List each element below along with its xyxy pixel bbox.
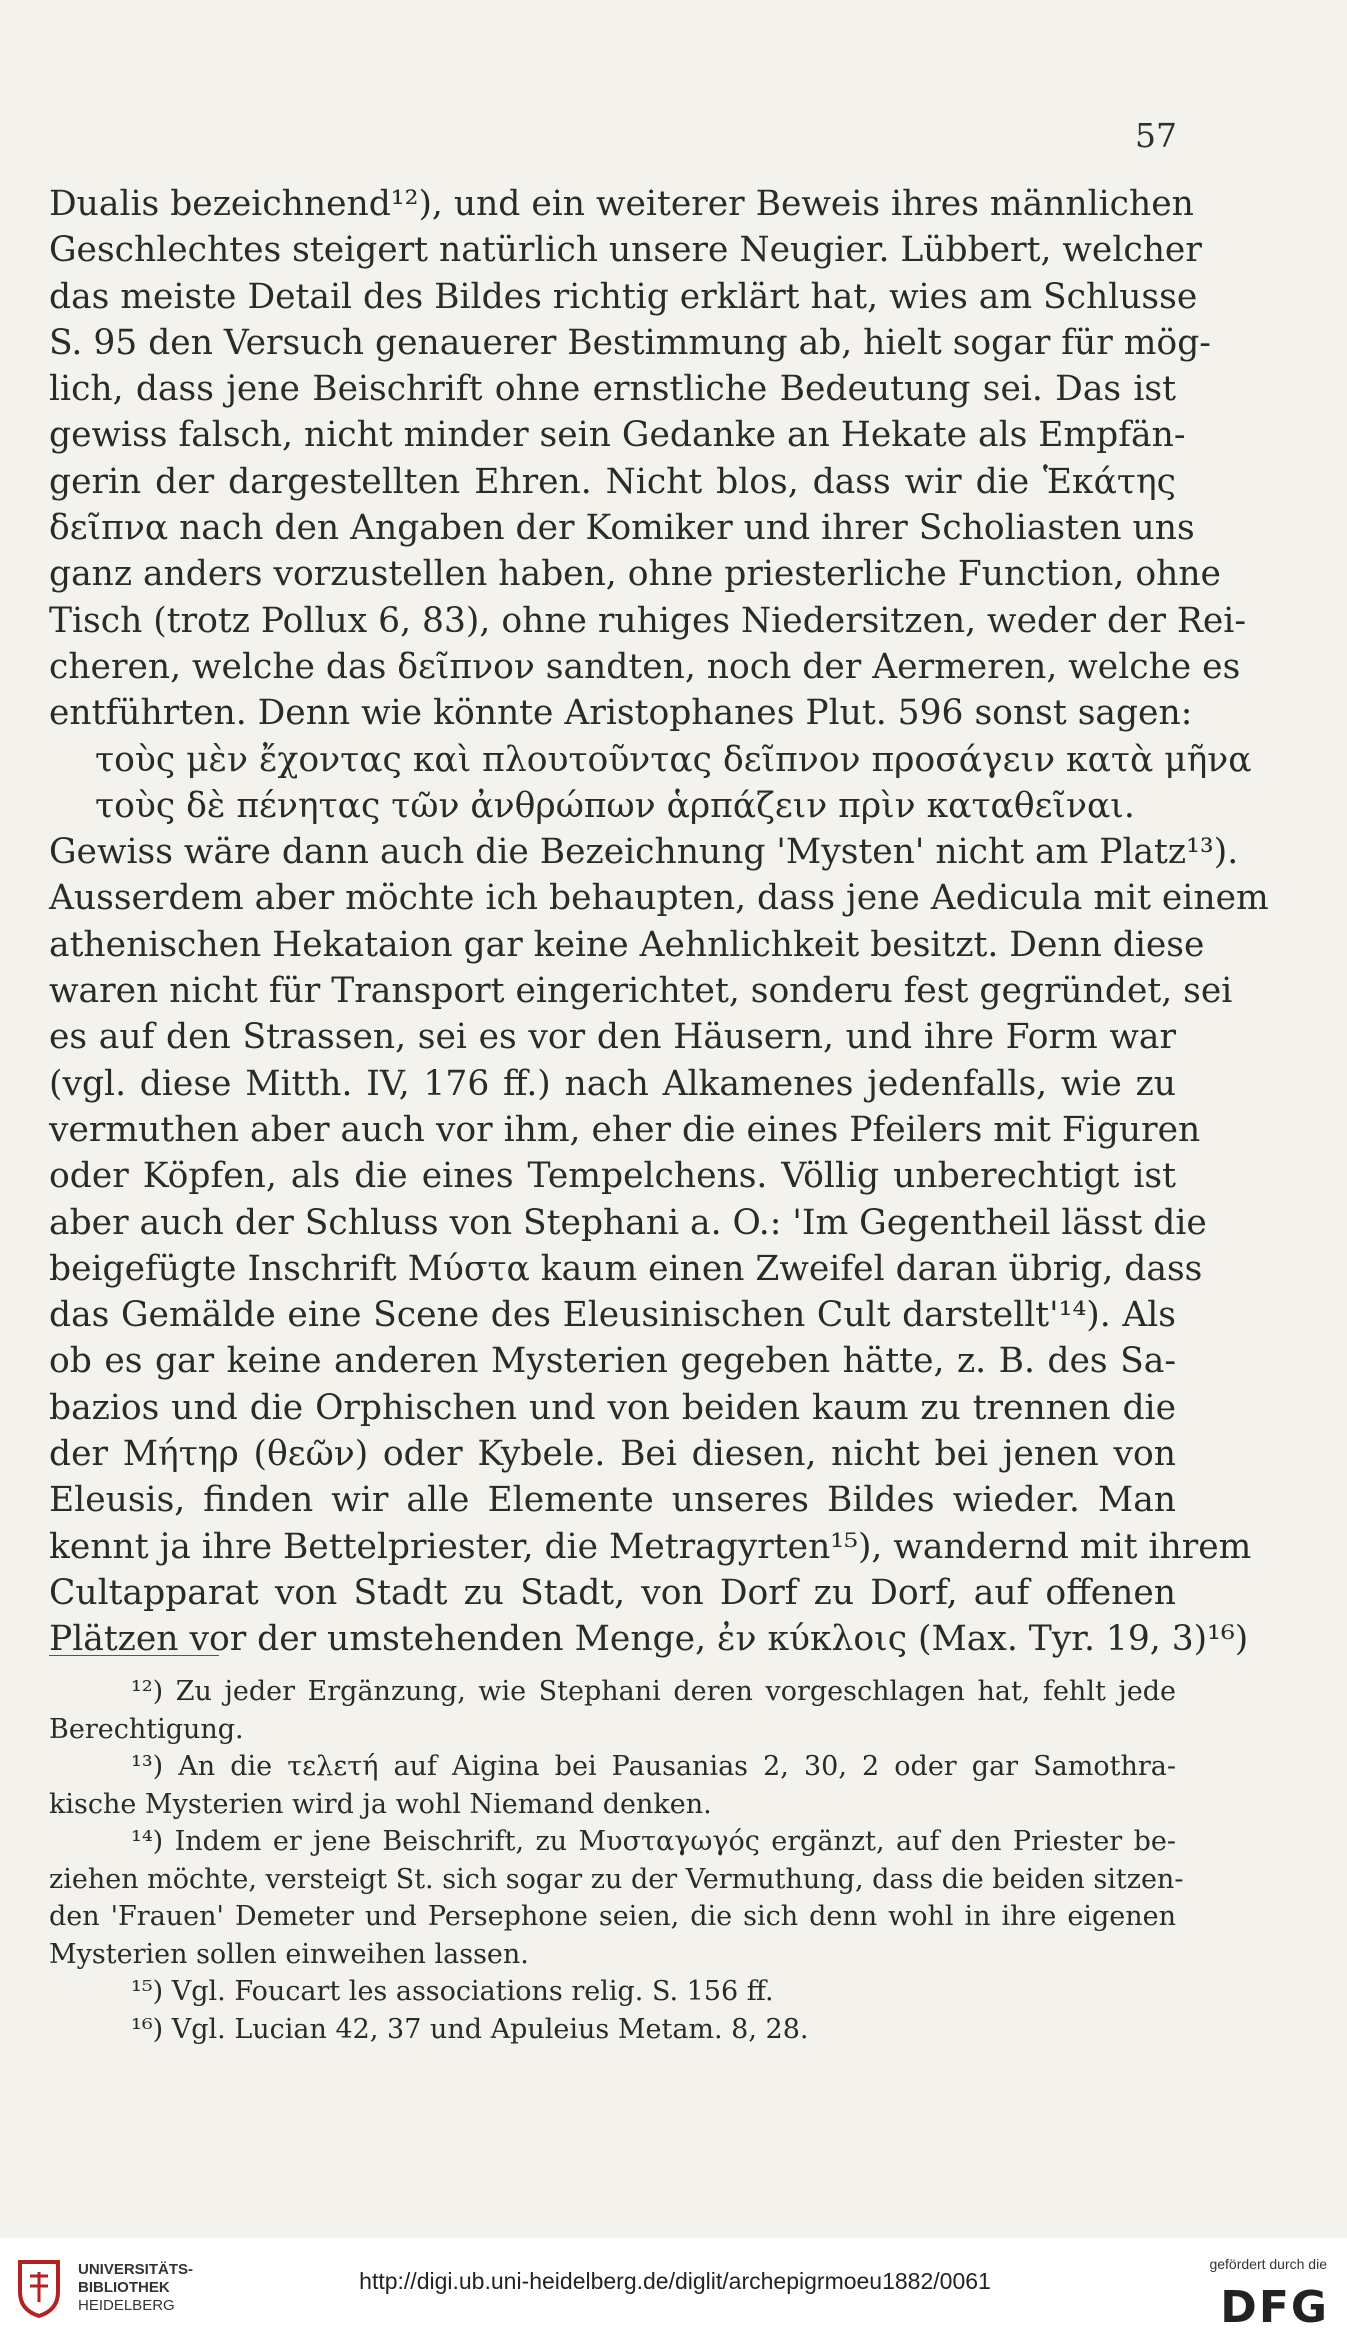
greek-quote-line: τοὺς μὲν ἔχοντας καὶ πλουτοῦντας δεῖπνον προσάγειν κατὰ μῆνα (95, 739, 1252, 780)
text-line: gewiss falsch, nicht minder sein Gedanke an Hekate als Empfän- (49, 415, 1186, 456)
text-line: Eleusis, finden wir alle Elemente unseres Bildes wieder. Man (49, 1480, 1176, 1521)
footnote-15 (49, 1973, 1176, 2011)
library-name-line: UNIVERSITÄTS- (78, 2261, 194, 2278)
text-line: Cultapparat von Stadt zu Stadt, von Dorf zu Dorf, auf offenen (49, 1572, 1176, 1613)
funder-caption: gefördert durch die (1209, 2256, 1327, 2272)
library-name-line: BIBLIOTHEK (78, 2279, 170, 2296)
text-line: ganz anders vorzustellen haben, ohne priesterliche Function, ohne (49, 554, 1221, 595)
footnote-line: Mysterien sollen einweihen lassen. (49, 1938, 529, 1970)
text-line: beigefügte Inschrift Μύστα kaum einen Zweifel daran übrig, dass (49, 1248, 1203, 1289)
text-line: Ausserdem aber möchte ich behaupten, dass jene Aedicula mit einem (49, 878, 1269, 919)
library-name-line: HEIDELBERG (78, 2297, 175, 2314)
footnote-14 (49, 1823, 1184, 1973)
text-line: es auf den Strassen, sei es vor den Häusern, und ihre Form war (49, 1017, 1176, 1058)
permalink[interactable]: http://digi.ub.uni-heidelberg.de/diglit/archepigrmoeu1882/0061 (359, 2268, 991, 2294)
footnote-13 (49, 1748, 1176, 1823)
footnote-line: ¹⁴) Indem er jene Beischrift, zu Μυσταγωγός ergänzt, auf den Priester be- (131, 1826, 1176, 1857)
footnote-line: den 'Frauen' Demeter und Persephone seien, die sich denn wohl in ihre eigenen (49, 1901, 1176, 1932)
text-line: athenischen Hekataion gar keine Aehnlichkeit besitzt. Denn diese (49, 924, 1205, 965)
footnote-12 (49, 1673, 1176, 1748)
footnote-line: ¹⁵) Vgl. Foucart les associations relig. S. 156 ff. (131, 1976, 774, 2007)
page-number: 57 (1135, 116, 1177, 155)
text-line: das meiste Detail des Bildes richtig erklärt hat, wies am Schlusse (49, 276, 1198, 317)
footnote-line: Berechtigung. (49, 1713, 244, 1745)
footnote-divider (49, 1655, 219, 1656)
text-line: oder Köpfen, als die eines Tempelchens. Völlig unberechtigt ist (49, 1156, 1176, 1197)
text-line: ob es gar keine anderen Mysterien gegeben hätte, z. B. des Sa- (49, 1341, 1176, 1382)
text-line: δεῖπνα nach den Angaben der Komiker und ihrer Scholiasten uns (49, 508, 1195, 549)
footnote-line: ¹²) Zu jeder Ergänzung, wie Stephani deren vorgeschlagen hat, fehlt jede (131, 1676, 1176, 1707)
text-line: aber auch der Schluss von Stephani a. O.: 'Im Gegentheil lässt die (49, 1202, 1207, 1243)
text-line: gerin der dargestellten Ehren. Nicht blos, dass wir die Ἑκάτης (49, 461, 1176, 502)
library-name (78, 2261, 193, 2315)
text-line: der Μήτηρ (θεῶν) oder Kybele. Bei diesen, nicht bei jenen von (49, 1434, 1176, 1475)
text-line: lich, dass jene Beischrift ohne ernstliche Bedeutung sei. Das ist (49, 369, 1176, 410)
text-line: Dualis bezeichnend¹²), und ein weiterer Beweis ihres männlichen (49, 184, 1194, 224)
text-line: Geschlechtes steigert natürlich unsere Neugier. Lübbert, welcher (49, 230, 1202, 271)
text-line: Gewiss wäre dann auch die Bezeichnung 'Mysten' nicht am Platz¹³). (49, 832, 1239, 873)
greek-quote-line: τοὺς δὲ πένητας τῶν ἀνθρώπων ἁρπάζειν πρὶν καταθεῖναι. (95, 785, 1135, 826)
text-line: S. 95 den Versuch genauerer Bestimmung ab, hielt sogar für mög- (49, 322, 1211, 363)
text-line: kennt ja ihre Bettelpriester, die Metragyrten¹⁵), wandernd mit ihrem (49, 1526, 1252, 1567)
library-seal-icon (14, 2258, 64, 2320)
text-line: bazios und die Orphischen und von beiden kaum zu trennen die (49, 1387, 1176, 1428)
text-line: cheren, welche das δεῖπνον sandten, noch der Aermeren, welche es (49, 646, 1241, 687)
viewer-footer (0, 2238, 1347, 2342)
text-line: Tisch (trotz Pollux 6, 83), ohne ruhiges Niedersitzen, weder der Rei- (49, 600, 1246, 641)
text-line: (vgl. diese Mitth. IV, 176 ff.) nach Alkamenes jedenfalls, wie zu (49, 1063, 1176, 1104)
footnote-line: ¹⁶) Vgl. Lucian 42, 37 und Apuleius Metam. 8, 28. (131, 2013, 809, 2045)
footnote-16 (49, 2011, 1176, 2049)
dfg-logo: DFG (1220, 2282, 1329, 2333)
text-line: Plätzen vor der umstehenden Menge, ἐν κύκλοις (Max. Tyr. 19, 3)¹⁶) (49, 1619, 1249, 1660)
footnote-line: ¹³) An die τελετή auf Aigina bei Pausanias 2, 30, 2 oder gar Samothra- (131, 1751, 1176, 1782)
footnotes (49, 1673, 1184, 2048)
main-text (49, 181, 1269, 1663)
footnote-line: kische Mysterien wird ja wohl Niemand denken. (49, 1788, 712, 1820)
text-line: waren nicht für Transport eingerichtet, sonderu fest gegründet, sei (49, 971, 1233, 1012)
text-line: das Gemälde eine Scene des Eleusinischen Cult darstellt'¹⁴). Als (49, 1295, 1176, 1336)
footnote-line: ziehen möchte, versteigt St. sich sogar zu der Vermuthung, dass die beiden sitzen- (49, 1863, 1184, 1895)
text-line: entführten. Denn wie könnte Aristophanes Plut. 596 sonst sagen: (49, 693, 1193, 734)
text-line: vermuthen aber auch vor ihm, eher die eines Pfeilers mit Figuren (49, 1109, 1201, 1150)
